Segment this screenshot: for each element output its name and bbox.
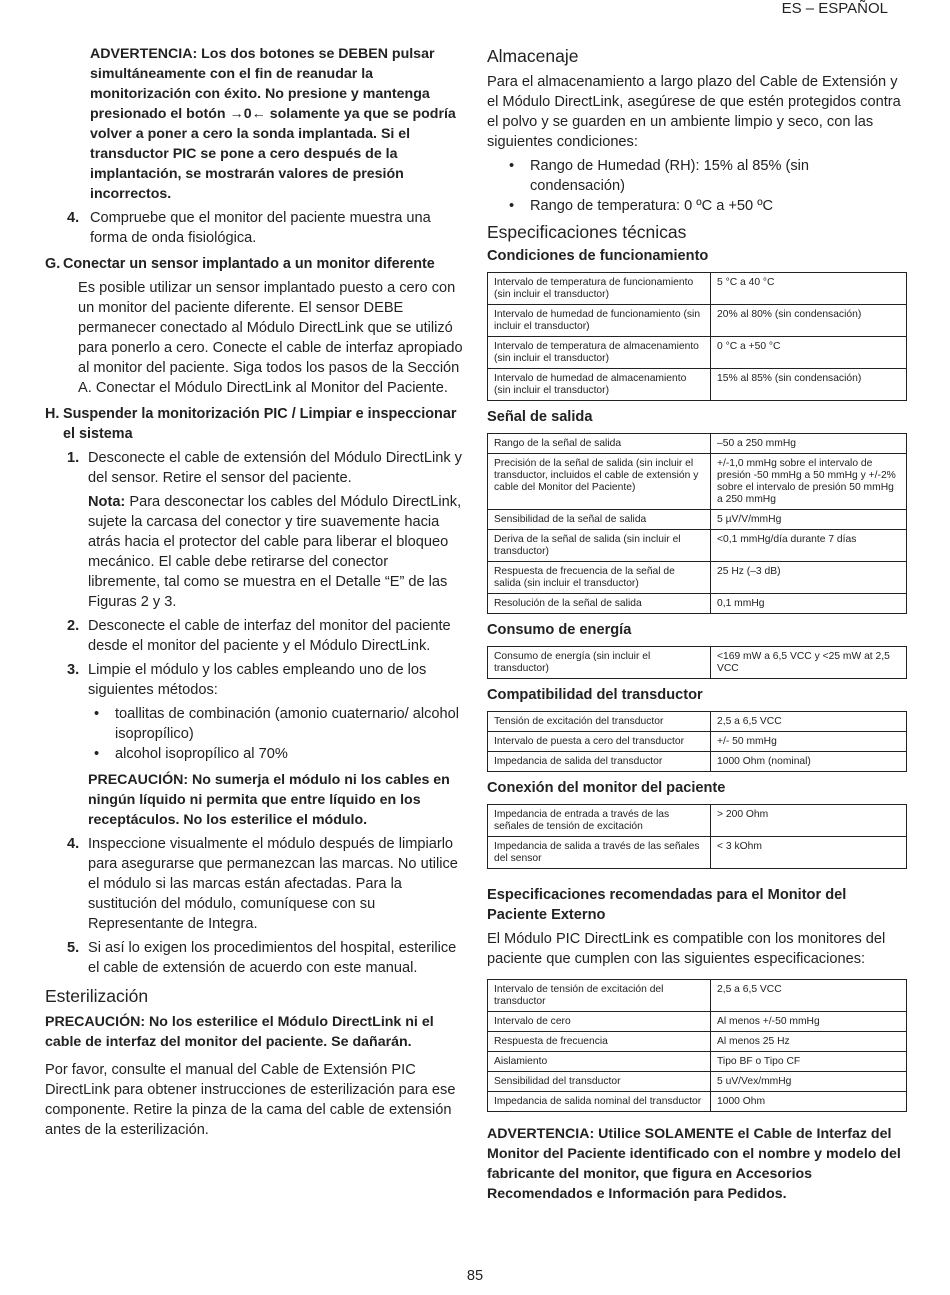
recommended-specs-text: El Módulo PIC DirectLink es compatible con los monitores del paciente que cumplen con las siguientes especificaciones: xyxy=(487,931,886,967)
spec-value: 5 µV/V/mmHg xyxy=(711,510,907,530)
spec-table-title: Condiciones de funcionamiento xyxy=(487,248,709,264)
spec-table xyxy=(487,804,907,869)
list-item xyxy=(45,616,463,656)
spec-tables xyxy=(487,246,907,869)
section-letter: G. xyxy=(45,256,61,272)
spec-value: 5 uV/Vex/mmHg xyxy=(711,1072,907,1092)
step-number: 4. xyxy=(67,836,80,852)
step-number: 4. xyxy=(67,210,80,226)
section-title: Conectar un sensor implantado a un monitor diferente xyxy=(63,256,435,272)
note-text: Para desconectar los cables del Módulo DirectLink, sujete la carcasa del conector y tire suavemente hacia atrás hacia el protector del cable para liberar el bloqueo mecánico. El cable debe retirarse del conector libremente, tal como se muestra en el Detalle “E” de las Figuras 2 y 3. xyxy=(88,494,462,610)
table-row xyxy=(488,530,907,562)
language-header: ES – ESPAÑOL xyxy=(781,0,888,17)
spec-parameter: Intervalo de cero xyxy=(488,1012,711,1032)
spec-parameter: Sensibilidad del transductor xyxy=(488,1072,711,1092)
spec-value: 20% al 80% (sin condensación) xyxy=(711,305,907,337)
spec-parameter: Intervalo de tensión de excitación del transductor xyxy=(488,980,711,1012)
page-number: 85 xyxy=(466,1268,484,1284)
note-label: Nota: xyxy=(88,494,126,510)
table-row xyxy=(488,837,907,869)
storage-text: Para el almacenamiento a largo plazo del Cable de Extensión y el Módulo DirectLink, asegúrese de que estén protegidos contra el polvo y se guarden en un ambiente limpio y seco, con las siguientes condiciones: xyxy=(487,74,901,150)
step-number: 3. xyxy=(67,662,80,678)
spec-parameter: Rango de la señal de salida xyxy=(488,434,711,454)
list-item xyxy=(45,208,463,248)
table-row xyxy=(488,805,907,837)
spec-table-title: Consumo de energía xyxy=(487,622,632,638)
table-row xyxy=(488,1032,907,1052)
spec-parameter: Impedancia de salida a través de las señales del sensor xyxy=(488,837,711,869)
table-row xyxy=(488,647,907,679)
table-row xyxy=(488,273,907,305)
table-row xyxy=(488,369,907,401)
table-row xyxy=(488,712,907,732)
storage-conditions xyxy=(509,156,907,216)
spec-value: 2,5 a 6,5 VCC xyxy=(711,712,907,732)
right-column xyxy=(487,44,907,1204)
sterilization-text: Por favor, consulte el manual del Cable de Extensión PIC DirectLink para obtener instrucciones de esterilización para ese componente. Retire la pinza de la cama del cable de extensión antes de la esterilización. xyxy=(45,1062,456,1138)
table-row xyxy=(488,1012,907,1032)
recommended-specs-table xyxy=(487,979,907,1112)
spec-table xyxy=(487,711,907,772)
step-number: 2. xyxy=(67,618,80,634)
table-row xyxy=(488,1072,907,1092)
spec-value: +/- 50 mmHg xyxy=(711,732,907,752)
spec-parameter: Intervalo de puesta a cero del transductor xyxy=(488,732,711,752)
table-row xyxy=(488,454,907,510)
list-item xyxy=(45,938,463,978)
spec-value: <169 mW a 6,5 VCC y <25 mW at 2,5 VCC xyxy=(711,647,907,679)
list-item: • alcohol isopropílico al 70% xyxy=(94,744,463,764)
table-row xyxy=(488,337,907,369)
list-item: • Rango de temperatura: 0 ºC a +50 ºC xyxy=(509,196,907,216)
table-row xyxy=(488,305,907,337)
spec-parameter: Intervalo de temperatura de funcionamiento (sin incluir el transductor) xyxy=(488,273,711,305)
clean-methods-list xyxy=(94,704,463,764)
spec-value: 5 °C a 40 °C xyxy=(711,273,907,305)
spec-value: –50 a 250 mmHg xyxy=(711,434,907,454)
cleaning-steps xyxy=(45,448,463,978)
spec-table xyxy=(487,433,907,614)
spec-parameter: Aislamiento xyxy=(488,1052,711,1072)
warning-interface-cable: ADVERTENCIA: Utilice SOLAMENTE el Cable de Interfaz del Monitor del Paciente identificado con el nombre y modelo del fabricante del monitor, que figura en Accesorios Recomendados e Información para Pedidos. xyxy=(487,1126,901,1202)
left-column xyxy=(45,44,463,1140)
table-row xyxy=(488,732,907,752)
spec-parameter: Precisión de la señal de salida (sin incluir el transductor, incluidos el cable de extensión y cable del Monitor del Paciente) xyxy=(488,454,711,510)
step-text: Si así lo exigen los procedimientos del hospital, esterilice el cable de extensión de acuerdo con este manual. xyxy=(88,940,457,976)
list-item xyxy=(45,834,463,934)
spec-parameter: Intervalo de humedad de funcionamiento (sin incluir el transductor) xyxy=(488,305,711,337)
recommended-specs-heading: Especificaciones recomendadas para el Monitor del Paciente Externo xyxy=(487,887,847,923)
spec-parameter: Impedancia de entrada a través de las señales de tensión de excitación xyxy=(488,805,711,837)
spec-parameter: Consumo de energía (sin incluir el transductor) xyxy=(488,647,711,679)
section-g-heading xyxy=(45,254,463,274)
spec-value: 15% al 85% (sin condensación) xyxy=(711,369,907,401)
spec-parameter: Intervalo de humedad de almacenamiento (sin incluir el transductor) xyxy=(488,369,711,401)
spec-value: Tipo BF o Tipo CF xyxy=(711,1052,907,1072)
spec-table-title: Señal de salida xyxy=(487,409,593,425)
section-title: Suspender la monitorización PIC / Limpiar e inspeccionar el sistema xyxy=(63,406,457,442)
spec-parameter: Intervalo de temperatura de almacenamiento (sin incluir el transductor) xyxy=(488,337,711,369)
spec-table-title: Compatibilidad del transductor xyxy=(487,687,703,703)
specs-heading: Especificaciones técnicas xyxy=(487,222,687,242)
spec-value: 2,5 a 6,5 VCC xyxy=(711,980,907,1012)
warning-zeroing: ADVERTENCIA: Los dos botones se DEBEN pulsar simultáneamente con el fin de reanudar la monitorización con éxito. No presione y mantenga presionado el botón →0← solamente ya que se podría volver a poner a cero la sonda implantada. Si el transductor PIC se pone a cero después de la implantación, se mostrarán valores de presión incorrectos. xyxy=(90,46,456,202)
caution-sterilize: PRECAUCIÓN: No los esterilice el Módulo DirectLink ni el cable de interfaz del monitor del paciente. Se dañarán. xyxy=(45,1014,434,1050)
spec-table xyxy=(487,272,907,401)
spec-value: Al menos +/-50 mmHg xyxy=(711,1012,907,1032)
list-item: • toallitas de combinación (amonio cuaternario/ alcohol isopropílico) xyxy=(94,704,463,744)
spec-value: 0 °C a +50 °C xyxy=(711,337,907,369)
spec-table-title: Conexión del monitor del paciente xyxy=(487,780,726,796)
spec-parameter: Impedancia de salida nominal del transductor xyxy=(488,1092,711,1112)
table-row xyxy=(488,1052,907,1072)
spec-value: 1000 Ohm xyxy=(711,1092,907,1112)
list-item xyxy=(45,660,463,830)
spec-value: 0,1 mmHg xyxy=(711,594,907,614)
list-item: • Rango de Humedad (RH): 15% al 85% (sin condensación) xyxy=(509,156,907,196)
step-number: 5. xyxy=(67,940,80,956)
spec-parameter: Resolución de la señal de salida xyxy=(488,594,711,614)
caution-submerge: PRECAUCIÓN: No sumerja el módulo ni los cables en ningún líquido ni permita que entre líquido en los receptáculos. No los esterilice el módulo. xyxy=(88,772,450,828)
step-text: Desconecte el cable de extensión del Módulo DirectLink y del sensor. Retire el sensor del paciente. xyxy=(88,450,462,486)
table-row xyxy=(488,510,907,530)
table-row xyxy=(488,594,907,614)
spec-value: < 3 kOhm xyxy=(711,837,907,869)
step-text: Desconecte el cable de interfaz del monitor del paciente desde el monitor del paciente y el Módulo DirectLink. xyxy=(88,618,451,654)
table-row xyxy=(488,434,907,454)
step-text: Compruebe que el monitor del paciente muestra una forma de onda fisiológica. xyxy=(90,210,431,246)
step-list-continued xyxy=(45,208,463,248)
storage-heading: Almacenaje xyxy=(487,46,579,66)
spec-table xyxy=(487,646,907,679)
section-h-heading xyxy=(45,404,463,444)
spec-parameter: Deriva de la señal de salida (sin incluir el transductor) xyxy=(488,530,711,562)
step-text: Limpie el módulo y los cables empleando uno de los siguientes métodos: xyxy=(88,662,427,698)
step-text: Inspeccione visualmente el módulo después de limpiarlo para asegurarse que permanezcan las marcas. No utilice el módulo si las marcas están afectadas. Para la sustitución del módulo, comuníquese con su Representante de Integra. xyxy=(88,836,458,932)
spec-parameter: Tensión de excitación del transductor xyxy=(488,712,711,732)
spec-value: +/-1,0 mmHg sobre el intervalo de presión -50 mmHg a 50 mmHg y +/-2% sobre el intervalo de presión 50 mmHg a 250 mmHg xyxy=(711,454,907,510)
spec-value: 1000 Ohm (nominal) xyxy=(711,752,907,772)
step-number: 1. xyxy=(67,450,80,466)
table-row xyxy=(488,562,907,594)
list-item xyxy=(45,448,463,612)
note-paragraph xyxy=(88,492,463,612)
spec-value: <0,1 mmHg/día durante 7 días xyxy=(711,530,907,562)
spec-value: > 200 Ohm xyxy=(711,805,907,837)
section-letter: H. xyxy=(45,406,60,422)
table-row xyxy=(488,980,907,1012)
sterilization-heading: Esterilización xyxy=(45,986,149,1006)
table-row xyxy=(488,752,907,772)
spec-parameter: Impedancia de salida del transductor xyxy=(488,752,711,772)
section-g-text: Es posible utilizar un sensor implantado puesto a cero con un monitor del paciente diferente. El sensor DEBE permanecer conectado al Módulo DirectLink que se utilizó para ponerlo a cero. Conecte el cable de interfaz apropiado al monitor del paciente. Siga todos los pasos de la Sección A. Conectar el Módulo DirectLink al Monitor del Paciente. xyxy=(78,280,463,396)
spec-parameter: Respuesta de frecuencia de la señal de salida (sin incluir el transductor) xyxy=(488,562,711,594)
spec-parameter: Respuesta de frecuencia xyxy=(488,1032,711,1052)
spec-parameter: Sensibilidad de la señal de salida xyxy=(488,510,711,530)
spec-value: Al menos 25 Hz xyxy=(711,1032,907,1052)
spec-value: 25 Hz (–3 dB) xyxy=(711,562,907,594)
table-row xyxy=(488,1092,907,1112)
